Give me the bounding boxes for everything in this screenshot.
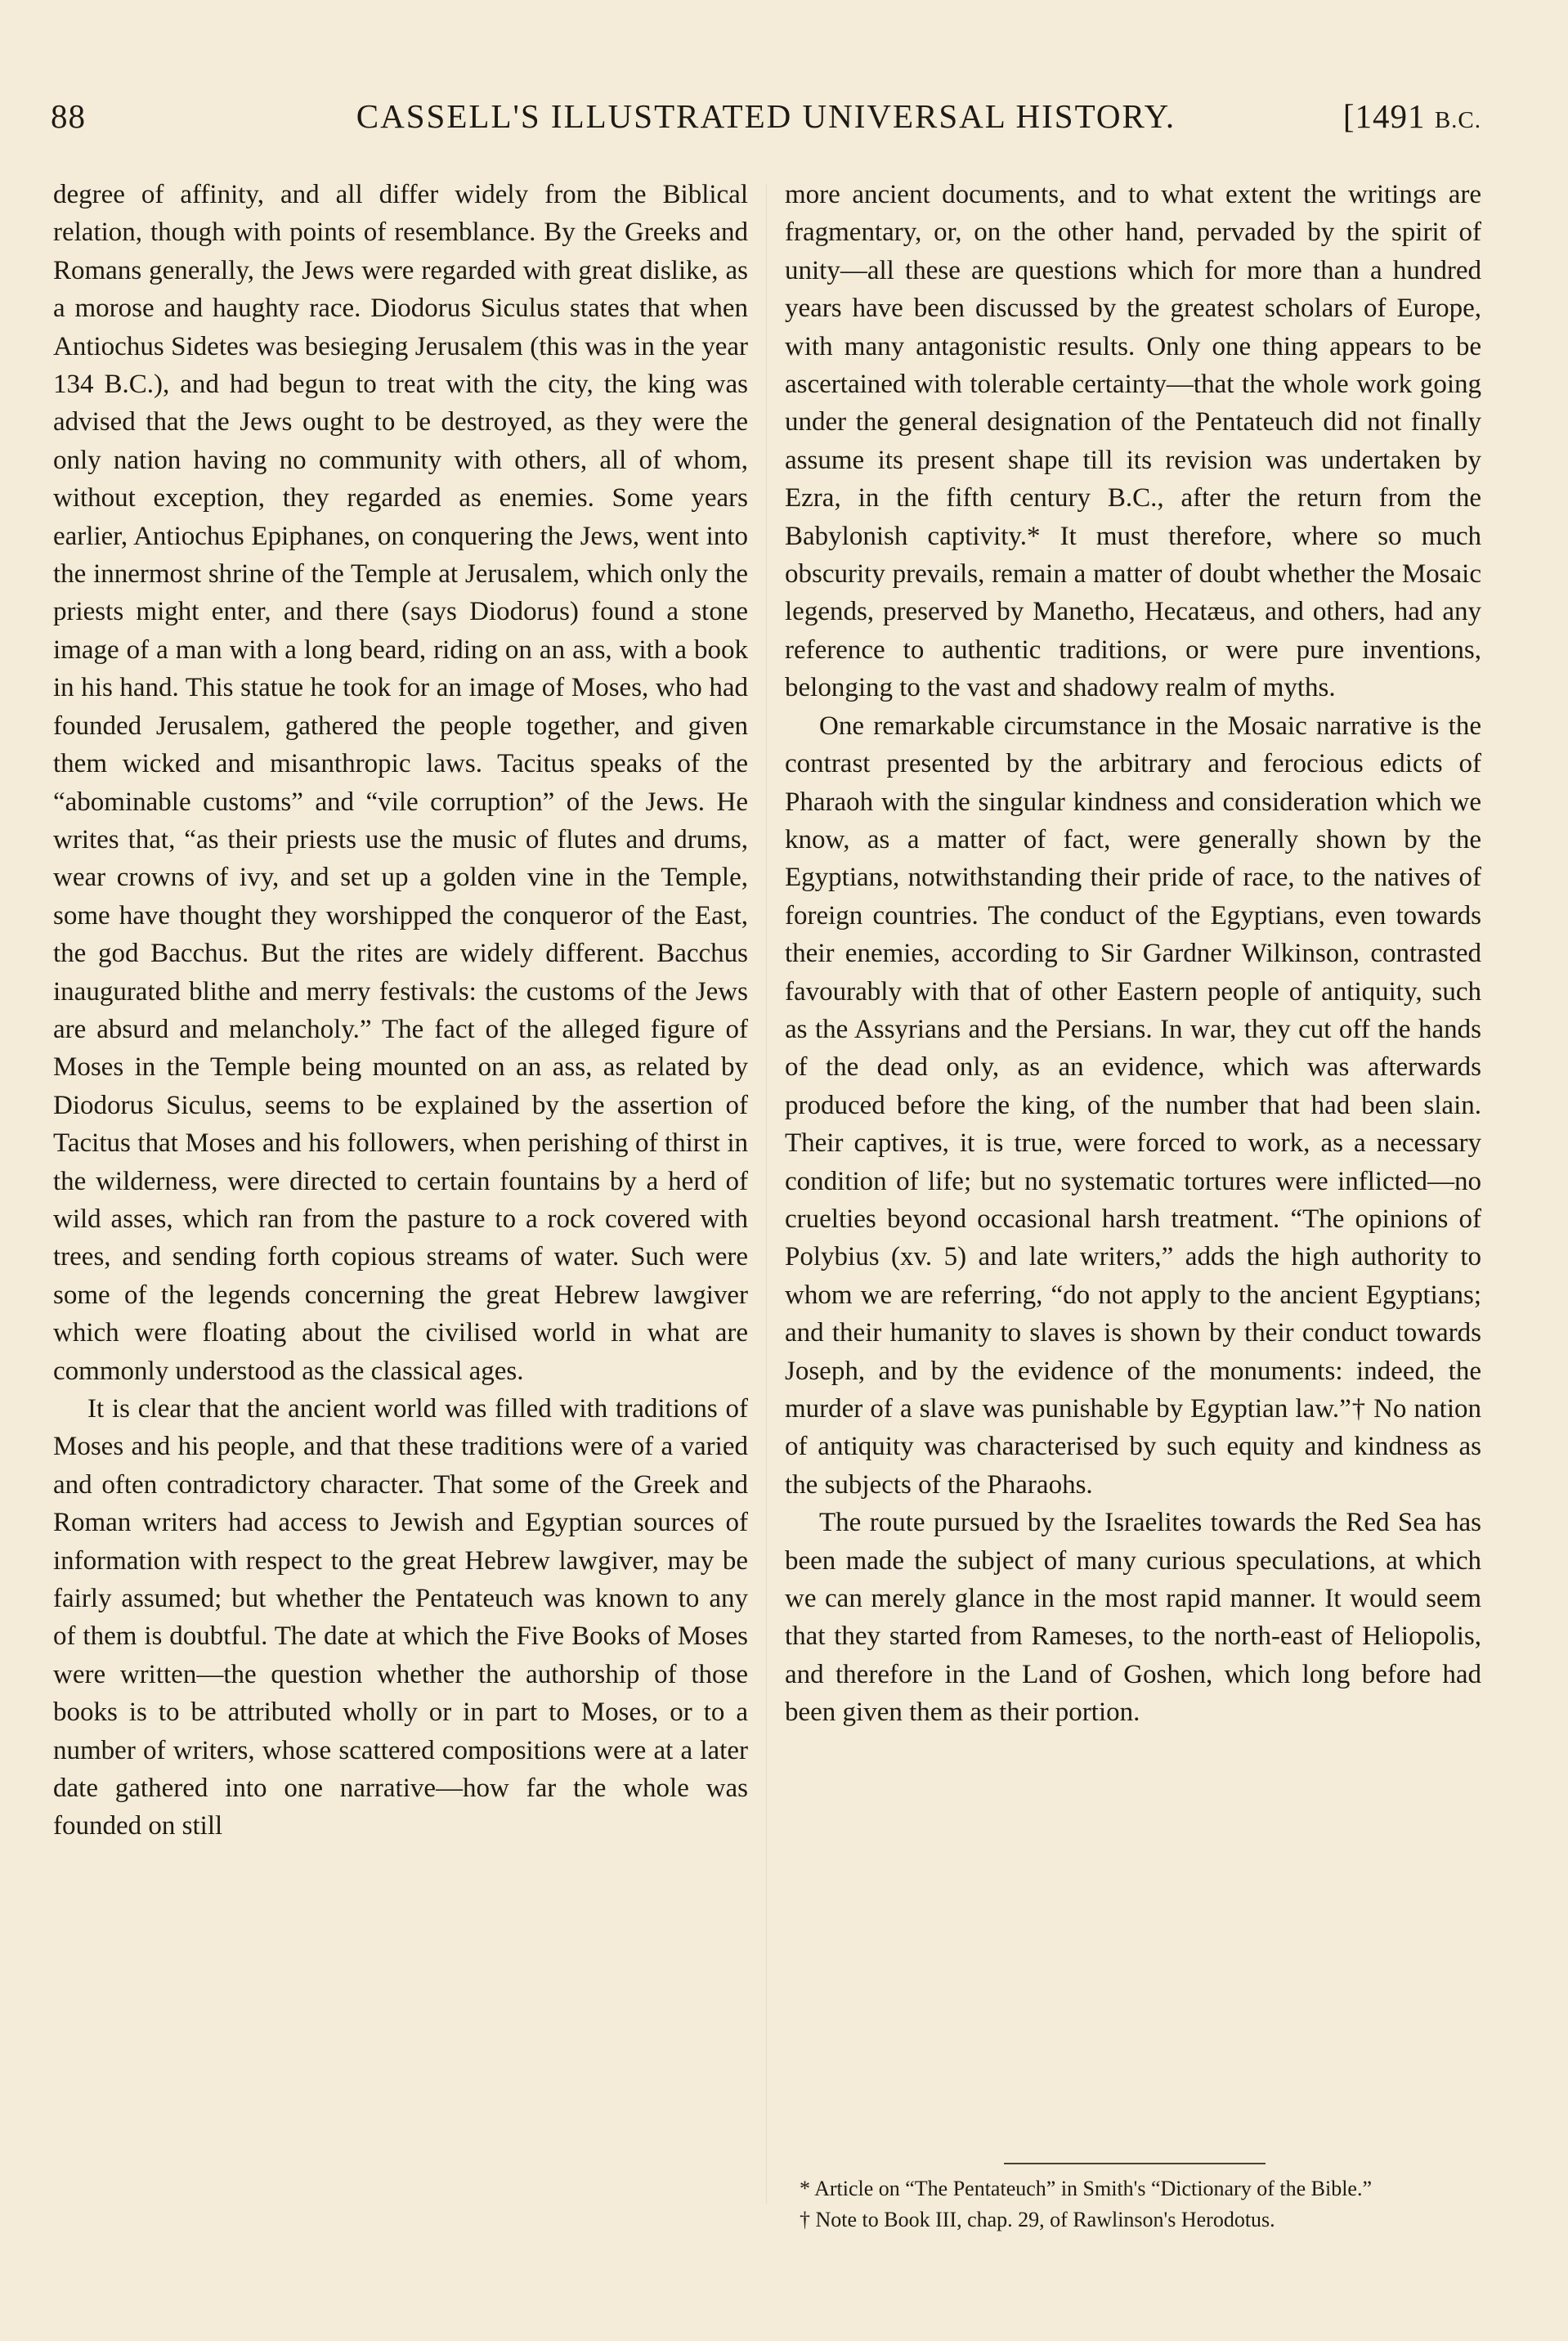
- footnote: * Article on “The Pentateuch” in Smith's “Dictionary of the Bible.”: [800, 2177, 1372, 2200]
- date-era: B.C.: [1434, 107, 1481, 133]
- column-gutter: [766, 184, 767, 2204]
- paragraph: One remarkable circumstance in the Mosaic narrative is the contrast presented by the arbitrary and ferocious edicts of Pharaoh with the singular kindness and consideration which we know, as a matter of fact, were generally shown by the Egyptians, notwithstanding their pride of race, to the natives of foreign countries. The conduct of the Egyptians, even towards their enemies, according to Sir Gardner Wilkinson, contrasted favourably with that of other Eastern people of antiquity, such as the Assyrians and the Persians. In war, they cut off the hands of the dead only, as an evidence, which was afterwards produced before the king, of the number that had been slain. Their captives, it is true, were forced to work, as a necessary condition of life; but no systematic tortures were inflicted—no cruelties beyond occasional harsh treatment. “The opinions of Polybius (xv. 5) and late writers,” adds the high authority to whom we are referring, “do not apply to the ancient Egyptians; and their humanity to slaves is shown by their conduct towards Joseph, and by the evidence of the monuments: indeed, the murder of a slave was punishable by Egyptian law.”† No nation of antiquity was characterised by such equity and kindness as the subjects of the Pharaohs.: [785, 711, 1481, 1500]
- left-column: [53, 176, 748, 1845]
- paragraph: degree of affinity, and all differ widely from the Biblical relation, though with points of resemblance. By the Greeks and Romans generally, the Jews were regarded with great dislike, as a morose and haughty race. Diodorus Siculus states that when Antiochus Sidetes was besieging Jerusalem (this was in the year 134 B.C.), and had begun to treat with the city, the king was advised that the Jews ought to be destroyed, as they were the only nation having no community with others, all of whom, without exception, they regarded as enemies. Some years earlier, Antiochus Epiphanes, on conquering the Jews, went into the innermost shrine of the Temple at Jerusalem, which only the priests might enter, and there (says Diodorus) found a stone image of a man with a long beard, riding on an ass, with a book in his hand. This statue he took for an image of Moses, who had founded Jerusalem, gathered the people together, and given them wicked and misanthropic laws. Tacitus speaks of the “abominable customs” and “vile corruption” of the Jews. He writes that, “as their priests use the music of flutes and drums, wear crowns of ivy, and set up a golden vine in the Temple, some have thought they worshipped the conqueror of the East, the god Bacchus. But the rites are widely different. Bacchus inaugurated blithe and merry festivals: the customs of the Jews are absurd and melancholy.” The fact of the alleged figure of Moses in the Temple being mounted on an ass, as related by Diodorus Siculus, seems to be explained by the assertion of Tacitus that Moses and his followers, when perishing of thirst in the wilderness, were directed to certain fountains by a herd of wild asses, which ran from the pasture to a rock covered with trees, and sending forth copious streams of water. Such were some of the legends concerning the great Hebrew lawgiver which were floating about the civilised world in what are commonly understood as the classical ages.: [53, 180, 748, 1386]
- page-number: 88: [51, 97, 86, 135]
- footnote-rule: [1004, 2163, 1266, 2164]
- running-header: [51, 96, 1481, 146]
- running-title: CASSELL'S ILLUSTRATED UNIVERSAL HISTORY.: [356, 97, 1176, 135]
- paragraph: more ancient documents, and to what extent the writings are fragmentary, or, on the other hand, pervaded by the spirit of unity—all these are questions which for more than a hundred years have been discussed by the greatest scholars of Europe, with many antagonistic results. Only one thing appears to be ascertained with tolerable certainty—that the whole work going under the general designation of the Pentateuch did not finally assume its present shape till its revision was undertaken by Ezra, in the fifth century B.C., after the return from the Babylonish captivity.* It must therefore, where so much obscurity prevails, remain a matter of doubt whether the Mosaic legends, preserved by Manetho, Hecatæus, and others, had any reference to authentic traditions, or were pure inventions, belonging to the vast and shadowy realm of myths.: [785, 180, 1481, 703]
- date-marker: [1343, 96, 1481, 136]
- footnote: † Note to Book III, chap. 29, of Rawlinson's Herodotus.: [800, 2208, 1275, 2231]
- paragraph: The route pursued by the Israelites towards the Red Sea has been made the subject of many curious speculations, at which we can merely glance in the most rapid manner. It would seem that they started from Rameses, to the north-east of Heliopolis, and therefore in the Land of Goshen, which long before had been given them as their portion.: [785, 1508, 1481, 1728]
- footnotes: [785, 2175, 1481, 2237]
- right-column: [785, 176, 1481, 1732]
- paragraph: It is clear that the ancient world was filled with traditions of Moses and his people, and that these traditions were of a varied and often contradictory character. That some of the Greek and Roman writers had access to Jewish and Egyptian sources of information with respect to the great Hebrew lawgiver, may be fairly assumed; but whether the Pentateuch was known to any of them is doubtful. The date at which the Five Books of Moses were written—the question whether the authorship of those books is to be attributed wholly or in part to Moses, or to a number of writers, whose scattered compositions were at a later date gathered into one narrative—how far the whole was founded on still: [53, 1394, 748, 1841]
- date-prefix: [1491: [1342, 97, 1435, 135]
